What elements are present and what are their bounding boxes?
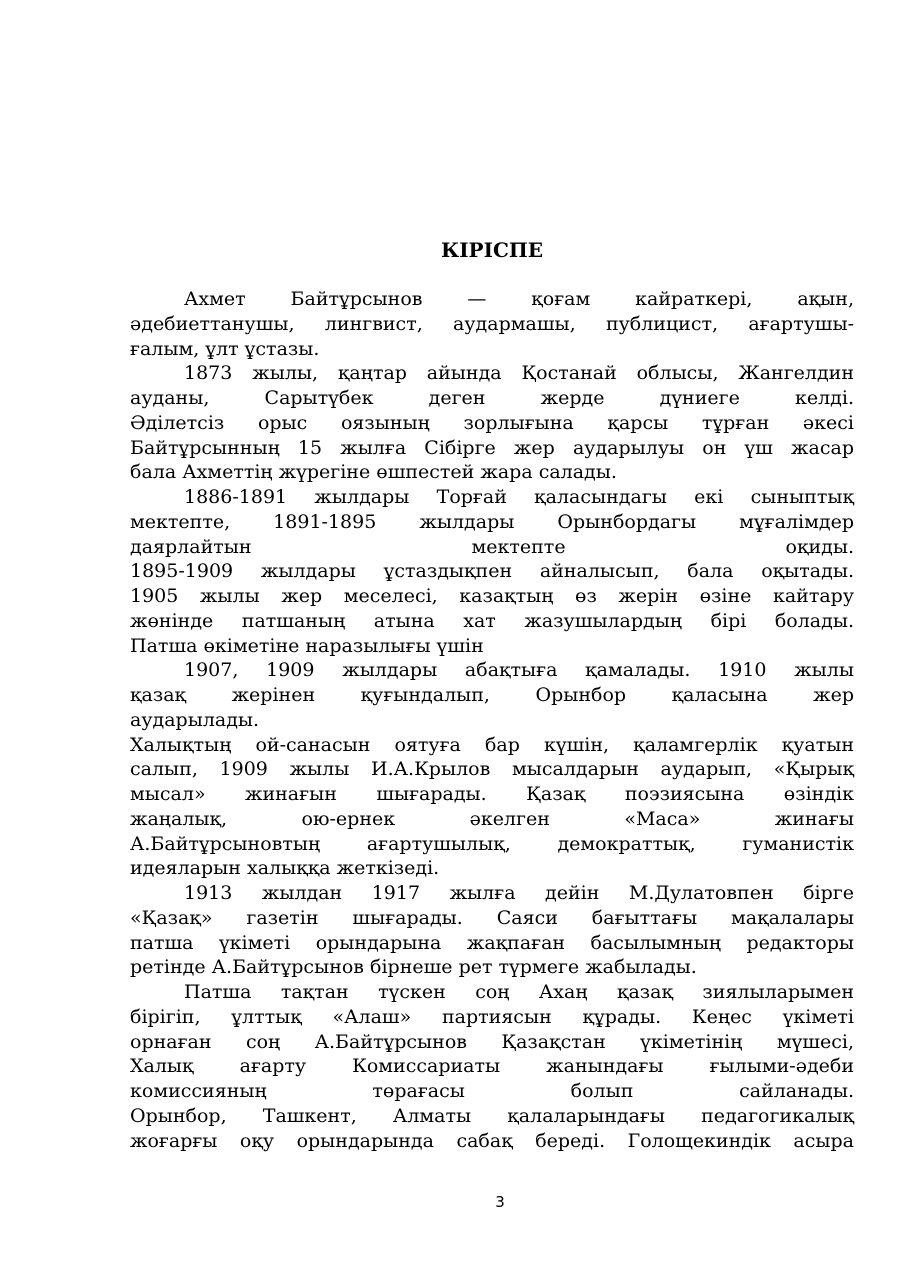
page-number: 3 — [495, 1193, 505, 1211]
text-line: орнаған соң А.Байтұрсынов Қазақстан үкіметінің мүшесі, — [130, 1030, 854, 1053]
text-line: Патша тақтан түскен соң Ахаң қазақ зиялыларымен — [184, 981, 854, 1003]
text-line: 1905 жылы жер меселесі, казақтың өз жерін өзіне кайтару — [130, 585, 854, 607]
text-line: ғалым, ұлт ұстазы. — [130, 337, 320, 360]
text-line: Байтұрсынның 15 жылға Сібірге жер аударылуы он үш жасар — [130, 436, 854, 459]
text-line: жөнінде патшаның атына хат жазушылардың бірі болады. — [130, 609, 854, 632]
body-text — [130, 287, 854, 1153]
text-line: мысал» жинағын шығарады. Қазақ поэзиясына өзіндік — [130, 783, 854, 805]
text-line: ретінде А.Байтұрсынов бірнеше рет түрмеге жабылады. — [130, 956, 697, 979]
text-line: патша үкіметі орындарына жақпаған басылымның редакторы — [130, 931, 854, 954]
text-line: мектепте, 1891-1895 жылдары Орынбордагы мұғалімдер — [130, 510, 854, 533]
text-line: ауданы, Сарытүбек деген жерде дүниеге келді. — [130, 387, 854, 409]
text-line: жоғарғы оқу орындарында сабақ береді. Голощекиндік асыра — [130, 1129, 854, 1152]
text-line: комиссияның төрағасы болып сайланады. — [130, 1080, 854, 1102]
text-line: Ахмет Байтұрсынов — қоғам кайраткері, ақын, — [184, 288, 854, 310]
text-line: Халық ағарту Комиссариаты жанындағы ғылыми-әдеби — [130, 1055, 854, 1078]
text-line: қазақ жерінен қуғындалып, Орынбор қаласына жер — [130, 684, 854, 706]
text-line: жаңалық, ою-ернек әкелген «Маса» жинағы — [130, 807, 854, 830]
text-line: салып, 1909 жылы И.А.Крылов мысалдарын аударып, «Қырық — [130, 758, 854, 781]
text-line: «Қазақ» газетін шығарады. Саяси бағыттағы мақалалары — [130, 906, 854, 929]
text-line: 1913 жылдан 1917 жылға дейін М.Дулатовпен бірге — [184, 882, 854, 904]
text-line: 1895-1909 жылдары ұстаздықпен айналысып, бала оқытады. — [130, 560, 854, 583]
text-line: А.Байтұрсыновтың ағартушылық, демократтық, гуманистік — [130, 832, 854, 855]
text-line: 1873 жылы, қаңтар айында Қостанай облысы, Жангелдин — [184, 362, 854, 385]
text-line: Халықтың ой-санасын оятуға бар күшін, қаламгерлік қуатын — [130, 733, 854, 756]
page-title: КІРІСПЕ — [441, 238, 543, 262]
text-line: 1907, 1909 жылдары абақтыға қамалады. 1910 жылы — [184, 659, 854, 682]
text-line: бала Ахметтің жүрегіне өшпестей жара салады. — [130, 461, 617, 484]
text-line: әдебиеттанушы, лингвист, аудармашы, публицист, ағартушы- — [130, 312, 854, 335]
text-line: идеяларын халыққа жеткізеді. — [130, 857, 440, 880]
text-line: аударылады. — [130, 708, 260, 731]
text-line: даярлайтын мектепте оқиды. — [130, 535, 854, 558]
text-line: Әділетсіз орыс оязының зорлығына қарсы тұрған әкесі — [130, 411, 854, 434]
text-line: бірігіп, ұлттық «Алаш» партиясын құрады. Кеңес үкіметі — [130, 1005, 854, 1028]
text-line: Патша өкіметіне наразылығы үшін — [130, 634, 484, 657]
text-line: Орынбор, Ташкент, Алматы қалаларындағы педагогикалық — [130, 1104, 854, 1127]
text-line: 1886-1891 жылдары Торғай қаласындагы екі сыныптық — [184, 486, 854, 508]
